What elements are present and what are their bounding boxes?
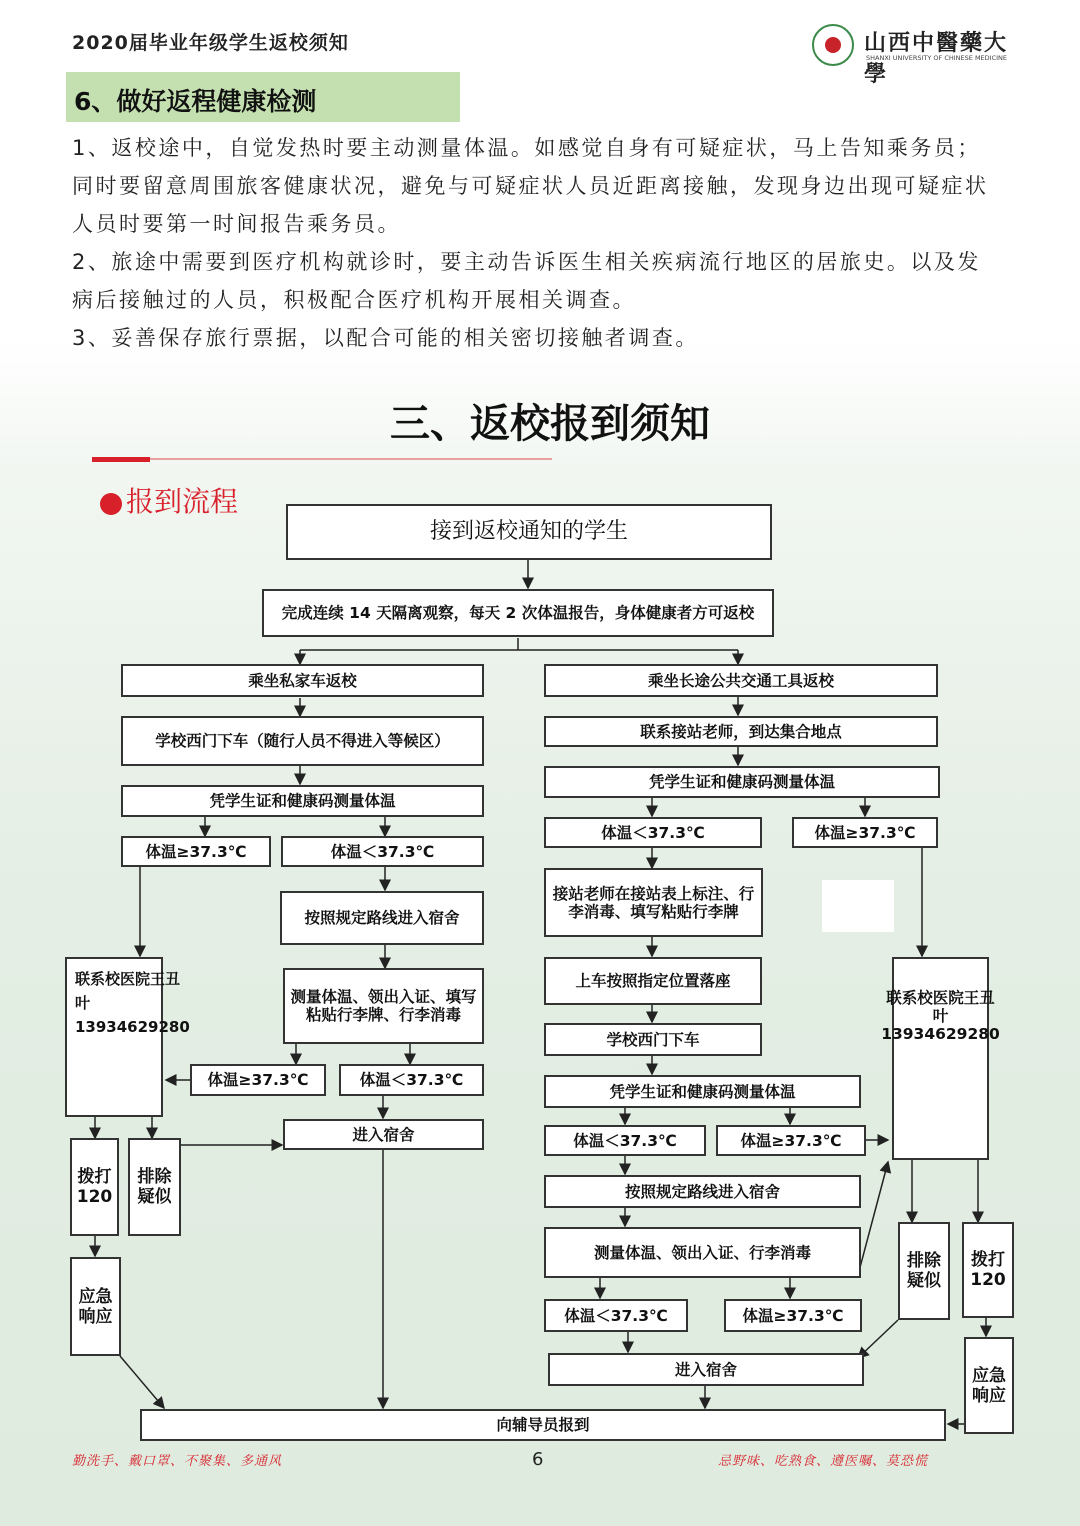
paragraph-3: 3、妥善保存旅行票据，以配合可能的相关密切接触者调查。 <box>72 326 699 350</box>
flow-quarantine: 完成连续 14 天隔离观察，每天 2 次体温报告，身体健康者方可返校 <box>262 589 774 637</box>
flow-temp-ok-l2: 体温＜37.3℃ <box>339 1064 484 1096</box>
flow-measure-pass-right: 测量体温、领出入证、行李消毒 <box>544 1227 861 1278</box>
flow-emergency-right: 应急响应 <box>964 1337 1014 1434</box>
flow-station-mark: 接站老师在接站表上标注、行李消毒、填写粘贴行李牌 <box>544 868 763 937</box>
flow-temp-high-l2: 体温≥37.3℃ <box>190 1064 326 1096</box>
paragraph-2: 2、旅途中需要到医疗机构就诊时，要主动告诉医生相关疾病流行地区的居旅史。以及发病后接触过的人员，积极配合医疗机构开展相关调查。 <box>72 250 981 312</box>
university-name: 山西中醫藥大學 <box>864 30 1009 87</box>
section-3-title: 三、返校报到须知 <box>390 400 710 447</box>
section-6-heading-text: 6、做好返程健康检测 <box>74 87 317 116</box>
document-header-title: 2020届毕业年级学生返校须知 <box>72 32 349 54</box>
flow-call-120-right: 拨打120 <box>962 1222 1014 1318</box>
footer-slogan-right: 忌野味、吃熟食、遵医嘱、莫恐慌 <box>718 1454 929 1469</box>
page-number: 6 <box>532 1449 544 1470</box>
flow-measure-left: 凭学生证和健康码测量体温 <box>121 785 484 817</box>
flow-report-counselor: 向辅导员报到 <box>140 1409 946 1441</box>
flow-west-gate-drop: 学校西门下车（随行人员不得进入等候区） <box>121 716 484 766</box>
flow-temp-high-r2: 体温≥37.3℃ <box>716 1125 866 1156</box>
flow-private-car: 乘坐私家车返校 <box>121 664 484 697</box>
flow-route-dorm-right: 按照规定路线进入宿舍 <box>544 1175 861 1208</box>
flow-enter-dorm-right: 进入宿舍 <box>548 1353 864 1386</box>
process-subtitle-text: 报到流程 <box>126 485 239 518</box>
flow-contact-doctor-right: 联系校医院王丑叶13934629280 <box>892 957 989 1160</box>
flow-temp-ok-r1: 体温＜37.3℃ <box>544 817 762 848</box>
flow-call-120-left: 拨打120 <box>70 1138 119 1236</box>
flow-measure-pass-left: 测量体温、领出入证、填写粘贴行李牌、行李消毒 <box>283 968 484 1044</box>
university-name-en: SHANXI UNIVERSITY OF CHINESE MEDICINE <box>866 54 1008 62</box>
flow-contact-doctor-left: 联系校医院王丑叶13934629280 <box>65 957 163 1117</box>
flow-public-transit: 乘坐长途公共交通工具返校 <box>544 664 938 697</box>
flow-board-bus: 上车按照指定位置落座 <box>544 957 762 1005</box>
flow-west-gate-right: 学校西门下车 <box>544 1023 762 1056</box>
flow-measure-right-2: 凭学生证和健康码测量体温 <box>544 1075 861 1108</box>
flow-measure-right: 凭学生证和健康码测量体温 <box>544 766 940 798</box>
flow-route-dorm-left: 按照规定路线进入宿舍 <box>280 891 484 945</box>
flow-enter-dorm-left: 进入宿舍 <box>283 1119 484 1150</box>
flow-temp-high-r1: 体温≥37.3℃ <box>792 817 938 848</box>
flow-temp-high-r3: 体温≥37.3℃ <box>724 1299 862 1332</box>
flow-exclude-right: 排除疑似 <box>898 1222 950 1320</box>
flow-exclude-left: 排除疑似 <box>128 1138 181 1236</box>
flow-emergency-left: 应急响应 <box>70 1257 121 1356</box>
footer-slogan-left: 勤洗手、戴口罩、不聚集、多通风 <box>72 1454 283 1469</box>
flow-temp-ok-l1: 体温＜37.3℃ <box>281 836 484 867</box>
flow-temp-high-l1: 体温≥37.3℃ <box>121 836 271 867</box>
flow-temp-ok-r3: 体温＜37.3℃ <box>544 1299 688 1332</box>
callout-shape <box>822 880 894 932</box>
paragraph-1: 1、返校途中，自觉发热时要主动测量体温。如感觉自身有可疑症状，马上告知乘务员；同时要留意周围旅客健康状况，避免与可疑症状人员近距离接触，发现身边出现可疑症状人员时要第一时间报告乘务员。 <box>72 136 989 236</box>
flow-temp-ok-r2: 体温＜37.3℃ <box>544 1125 706 1156</box>
flow-contact-station-teacher: 联系接站老师，到达集合地点 <box>544 716 938 747</box>
flow-start: 接到返校通知的学生 <box>286 504 772 560</box>
